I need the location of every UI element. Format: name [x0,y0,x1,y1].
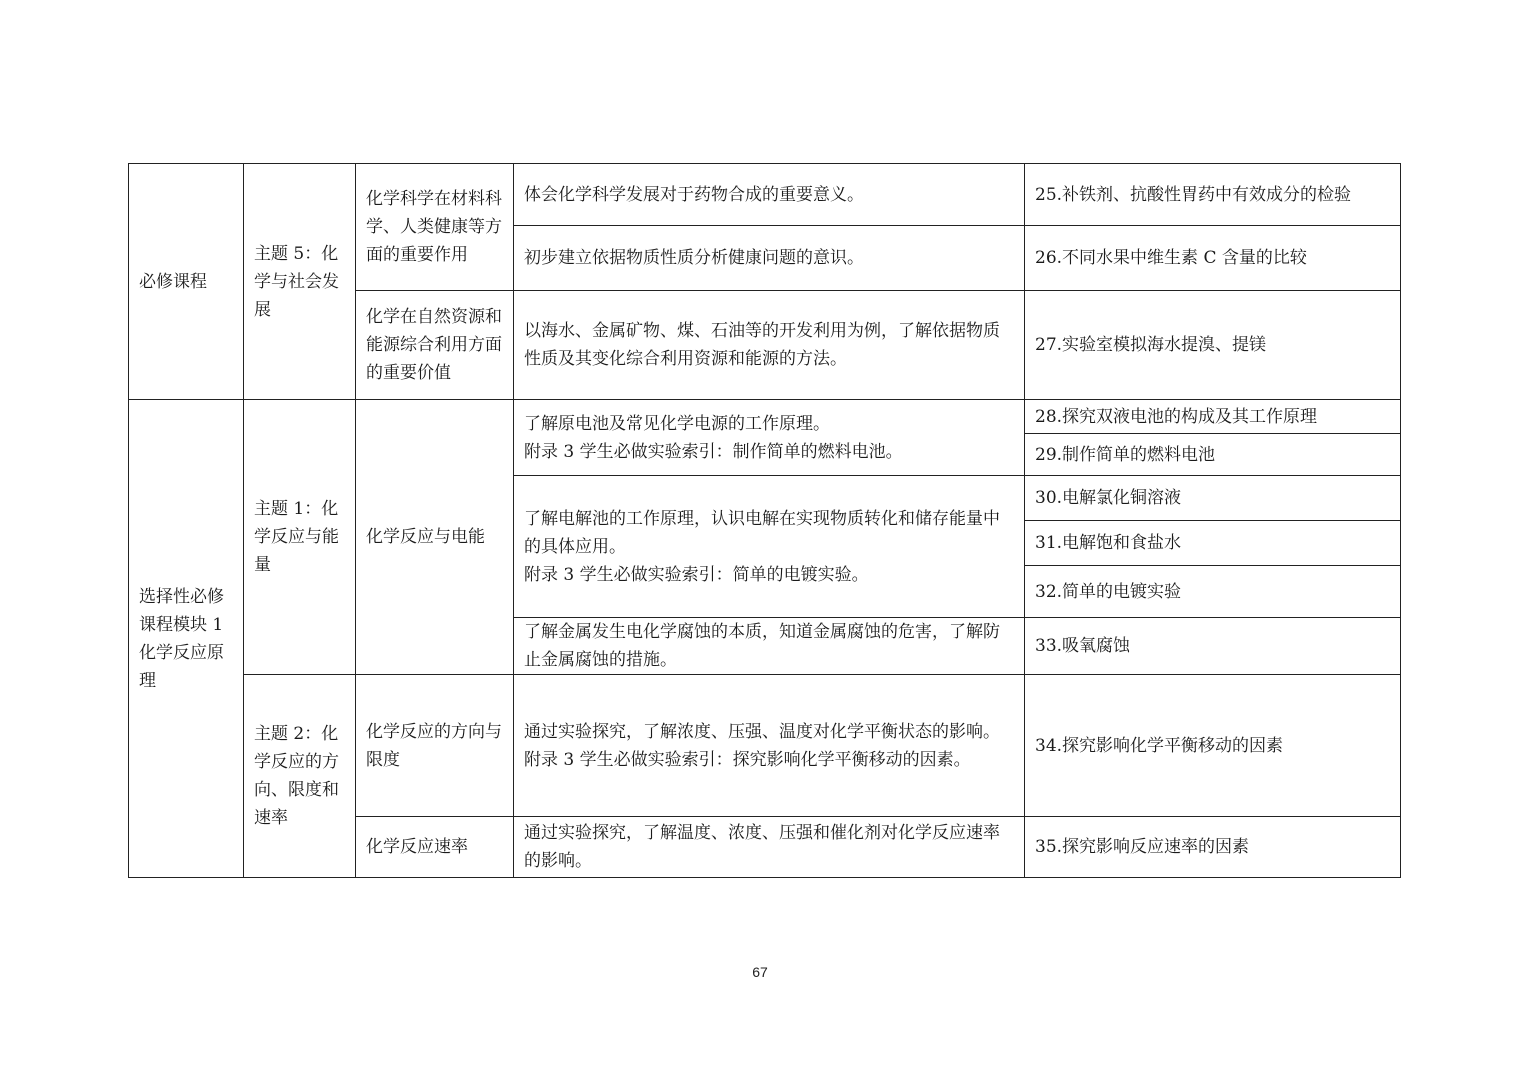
course-cell-compulsory: 必修课程 [129,164,244,400]
requirement-cell: 初步建立依据物质性质分析健康问题的意识。 [514,226,1025,291]
topic-cell-materials-health: 化学科学在材料科学、人类健康等方面的重要作用 [356,164,514,291]
topic-cell-direction-limit: 化学反应的方向与限度 [356,675,514,817]
theme-cell-5: 主题 5：化学与社会发展 [244,164,356,400]
requirement-cell [514,476,1025,618]
curriculum-table [128,163,1401,878]
topic-cell-resources-energy: 化学在自然资源和能源综合利用方面的重要价值 [356,291,514,400]
requirement-cell: 体会化学科学发展对于药物合成的重要意义。 [514,164,1025,226]
theme-cell-2: 主题 2：化学反应的方向、限度和速率 [244,675,356,878]
experiment-cell-30: 30.电解氯化铜溶液 [1025,476,1401,521]
experiment-cell-25: 25.补铁剂、抗酸性胃药中有效成分的检验 [1025,164,1401,226]
requirement-line: 通过实验探究，了解浓度、压强、温度对化学平衡状态的影响。 [524,721,1000,742]
experiment-cell-27: 27.实验室模拟海水提溴、提镁 [1025,291,1401,400]
requirement-line: 了解金属发生电化学腐蚀的本质，知道金属腐蚀的危害，了解防止金属腐蚀的措施。 [524,622,1000,670]
appendix-reference: 附录 3 学生必做实验索引：简单的电镀实验。 [524,564,869,585]
table-row [129,675,1401,817]
requirement-line: 了解电解池的工作原理，认识电解在实现物质转化和储存能量中的具体应用。 [524,508,1000,557]
experiment-cell-31: 31.电解饱和食盐水 [1025,521,1401,566]
experiment-cell-28: 28.探究双液电池的构成及其工作原理 [1025,400,1401,434]
table-row [129,400,1401,434]
requirement-cell [514,817,1025,878]
table-row [129,164,1401,226]
experiment-cell-35: 35.探究影响反应速率的因素 [1025,817,1401,878]
requirement-line: 了解原电池及常见化学电源的工作原理。 [524,413,830,434]
requirement-cell [514,618,1025,675]
page-number: 67 [752,964,768,980]
requirement-cell [514,675,1025,817]
requirement-line: 通过实验探究，了解温度、浓度、压强和催化剂对化学反应速率的影响。 [524,823,1000,871]
course-cell-elective: 选择性必修课程模块 1 化学反应原理 [129,400,244,878]
experiment-cell-32: 32.简单的电镀实验 [1025,566,1401,618]
requirement-cell: 以海水、金属矿物、煤、石油等的开发利用为例，了解依据物质性质及其变化综合利用资源和能源的方法。 [514,291,1025,400]
requirement-cell [514,400,1025,476]
experiment-cell-29: 29.制作简单的燃料电池 [1025,434,1401,476]
theme-cell-1: 主题 1：化学反应与能量 [244,400,356,675]
topic-cell-reaction-rate: 化学反应速率 [356,817,514,878]
topic-cell-electric-energy: 化学反应与电能 [356,400,514,675]
experiment-cell-33: 33.吸氧腐蚀 [1025,618,1401,675]
experiment-cell-34: 34.探究影响化学平衡移动的因素 [1025,675,1401,817]
appendix-reference: 附录 3 学生必做实验索引：探究影响化学平衡移动的因素。 [524,749,971,770]
appendix-reference: 附录 3 学生必做实验索引：制作简单的燃料电池。 [524,441,903,462]
experiment-cell-26: 26.不同水果中维生素 C 含量的比较 [1025,226,1401,291]
